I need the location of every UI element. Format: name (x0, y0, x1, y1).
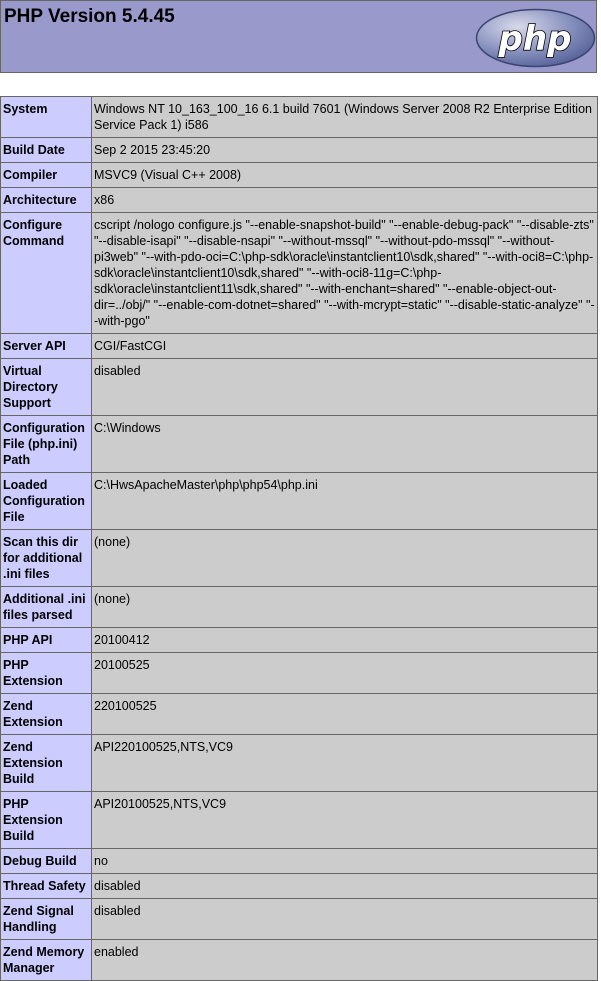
row-label: Configure Command (1, 213, 92, 334)
table-row (1, 874, 598, 899)
table-row (1, 416, 598, 473)
row-value: Sep 2 2015 23:45:20 (92, 138, 598, 163)
row-value: disabled (92, 874, 598, 899)
row-value: no (92, 849, 598, 874)
row-label: Architecture (1, 188, 92, 213)
table-row (1, 334, 598, 359)
table-row (1, 849, 598, 874)
php-logo[interactable] (475, 8, 596, 68)
page-header (0, 0, 597, 73)
row-value: x86 (92, 188, 598, 213)
row-value: 20100525 (92, 653, 598, 694)
table-row (1, 628, 598, 653)
row-label: Configuration File (php.ini) Path (1, 416, 92, 473)
table-row (1, 163, 598, 188)
row-label: Thread Safety (1, 874, 92, 899)
row-value: C:\Windows (92, 416, 598, 473)
table-row (1, 694, 598, 735)
row-value: disabled (92, 899, 598, 940)
row-label: Zend Extension Build (1, 735, 92, 792)
row-label: Virtual Directory Support (1, 359, 92, 416)
table-row (1, 792, 598, 849)
table-row (1, 530, 598, 587)
php-logo-text: php (498, 19, 572, 59)
row-value: enabled (92, 940, 598, 981)
table-row (1, 97, 598, 138)
row-label: Zend Memory Manager (1, 940, 92, 981)
row-label: Build Date (1, 138, 92, 163)
table-row (1, 188, 598, 213)
table-row (1, 653, 598, 694)
row-label: Zend Extension (1, 694, 92, 735)
row-value: 20100412 (92, 628, 598, 653)
row-value: MSVC9 (Visual C++ 2008) (92, 163, 598, 188)
table-row (1, 138, 598, 163)
table-row (1, 899, 598, 940)
row-value: (none) (92, 530, 598, 587)
row-value: (none) (92, 587, 598, 628)
row-label: System (1, 97, 92, 138)
table-row (1, 359, 598, 416)
row-label: Loaded Configuration File (1, 473, 92, 530)
row-label: Debug Build (1, 849, 92, 874)
row-label: Scan this dir for additional .ini files (1, 530, 92, 587)
row-value: 220100525 (92, 694, 598, 735)
row-label: PHP Extension (1, 653, 92, 694)
php-info-table (0, 96, 598, 981)
table-row (1, 735, 598, 792)
row-label: Zend Signal Handling (1, 899, 92, 940)
row-value: Windows NT 10_163_100_16 6.1 build 7601 (Windows Server 2008 R2 Enterprise Edition Service Pack 1) i586 (92, 97, 598, 138)
page-title: PHP Version 5.4.45 (4, 6, 175, 27)
row-label: Additional .ini files parsed (1, 587, 92, 628)
row-label: Compiler (1, 163, 92, 188)
row-label: PHP Extension Build (1, 792, 92, 849)
row-value: disabled (92, 359, 598, 416)
row-value: C:\HwsApacheMaster\php\php54\php.ini (92, 473, 598, 530)
row-label: Server API (1, 334, 92, 359)
row-value: cscript /nologo configure.js "--enable-snapshot-build" "--enable-debug-pack" "--disable-zts" "--disable-isapi" "--disable-nsapi" "--without-mssql" "--without-pdo-mssql" "--without-pi3web" "--with-pdo-oci=C:\php-sdk\oracle\instantclient10\sdk,shared" "--with-oci8=C:\php-sdk\oracle\instantclient10\sdk,shared" "--with-oci8-11g=C:\php-sdk\oracle\instantclient11\sdk,shared" "--with-enchant=shared" "--enable-object-out-dir=../obj/" "--enable-com-dotnet=shared" "--with-mcrypt=static" "--disable-static-analyze" "--with-pgo" (92, 213, 598, 334)
row-value: API20100525,NTS,VC9 (92, 792, 598, 849)
table-row (1, 587, 598, 628)
row-value: CGI/FastCGI (92, 334, 598, 359)
table-row (1, 473, 598, 530)
row-value: API220100525,NTS,VC9 (92, 735, 598, 792)
row-label: PHP API (1, 628, 92, 653)
table-row (1, 940, 598, 981)
table-row (1, 213, 598, 334)
